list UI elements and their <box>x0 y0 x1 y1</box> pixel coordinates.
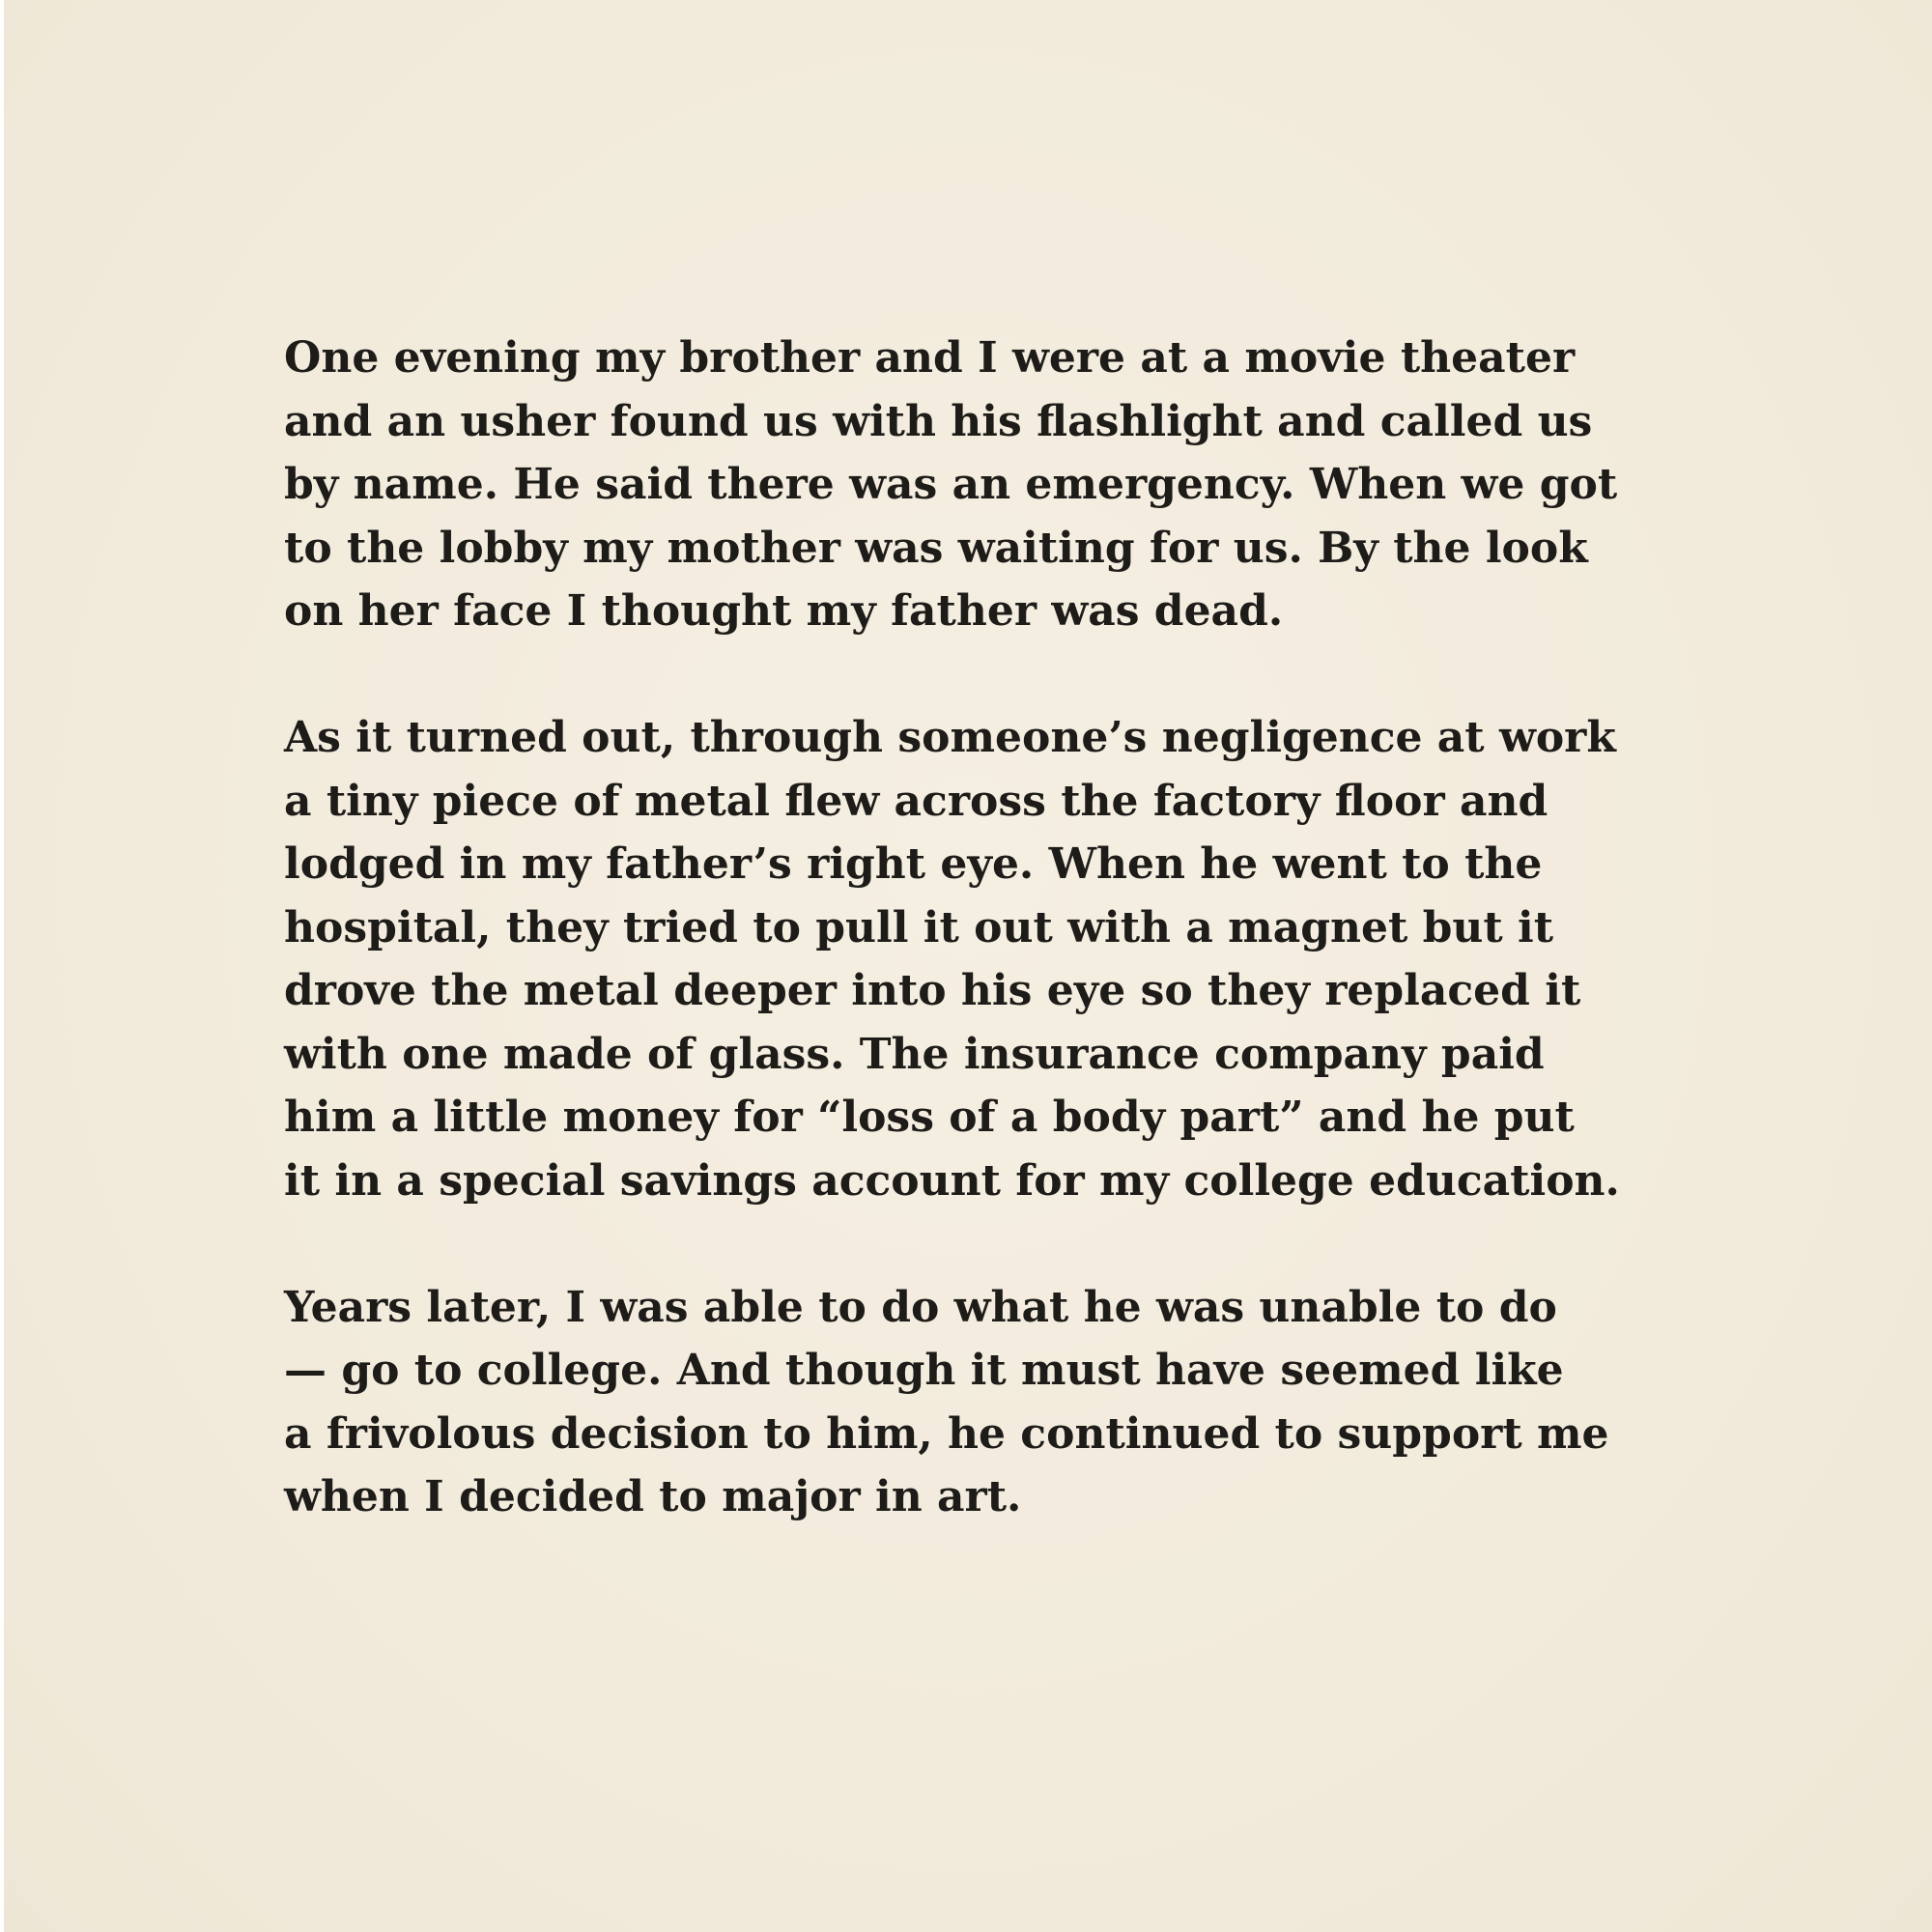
paragraph-1 <box>284 327 1675 643</box>
text-line: on her face I thought my father was dead. <box>284 586 1284 636</box>
text-line: As it turned out, through someone’s negligence at work <box>284 713 1616 762</box>
text-line: to the lobby my mother was waiting for us. By the look <box>284 523 1588 573</box>
text-line: lodged in my father’s right eye. When he went to the <box>284 839 1543 889</box>
paragraph-3 <box>284 1276 1675 1529</box>
text-line: a tiny piece of metal flew across the factory floor and <box>284 776 1548 826</box>
text-line: drove the metal deeper into his eye so they replaced it <box>284 966 1581 1015</box>
text-line: Years later, I was able to do what he was unable to do <box>284 1282 1557 1332</box>
paragraph-gap <box>284 1212 1675 1276</box>
text-line: by name. He said there was an emergency. When we got <box>284 460 1618 509</box>
text-line: hospital, they tried to pull it out with a magnet but it <box>284 902 1554 952</box>
text-line: One evening my brother and I were at a movie theater <box>284 333 1576 383</box>
text-line: and an usher found us with his flashlight and called us <box>284 396 1593 446</box>
body-text <box>284 327 1675 1529</box>
text-line: him a little money for “loss of a body part” and he put <box>284 1093 1575 1142</box>
paragraph-gap <box>284 643 1675 707</box>
text-line: a frivolous decision to him, he continued to support me <box>284 1408 1609 1459</box>
text-line: — go to college. And though it must have seemed like <box>284 1346 1564 1395</box>
text-line: with one made of glass. The insurance company paid <box>284 1029 1545 1079</box>
page-edge <box>0 0 4 1932</box>
text-line: when I decided to major in art. <box>284 1472 1022 1521</box>
paragraph-2 <box>284 706 1675 1212</box>
text-line: it in a special savings account for my college education. <box>284 1155 1620 1206</box>
